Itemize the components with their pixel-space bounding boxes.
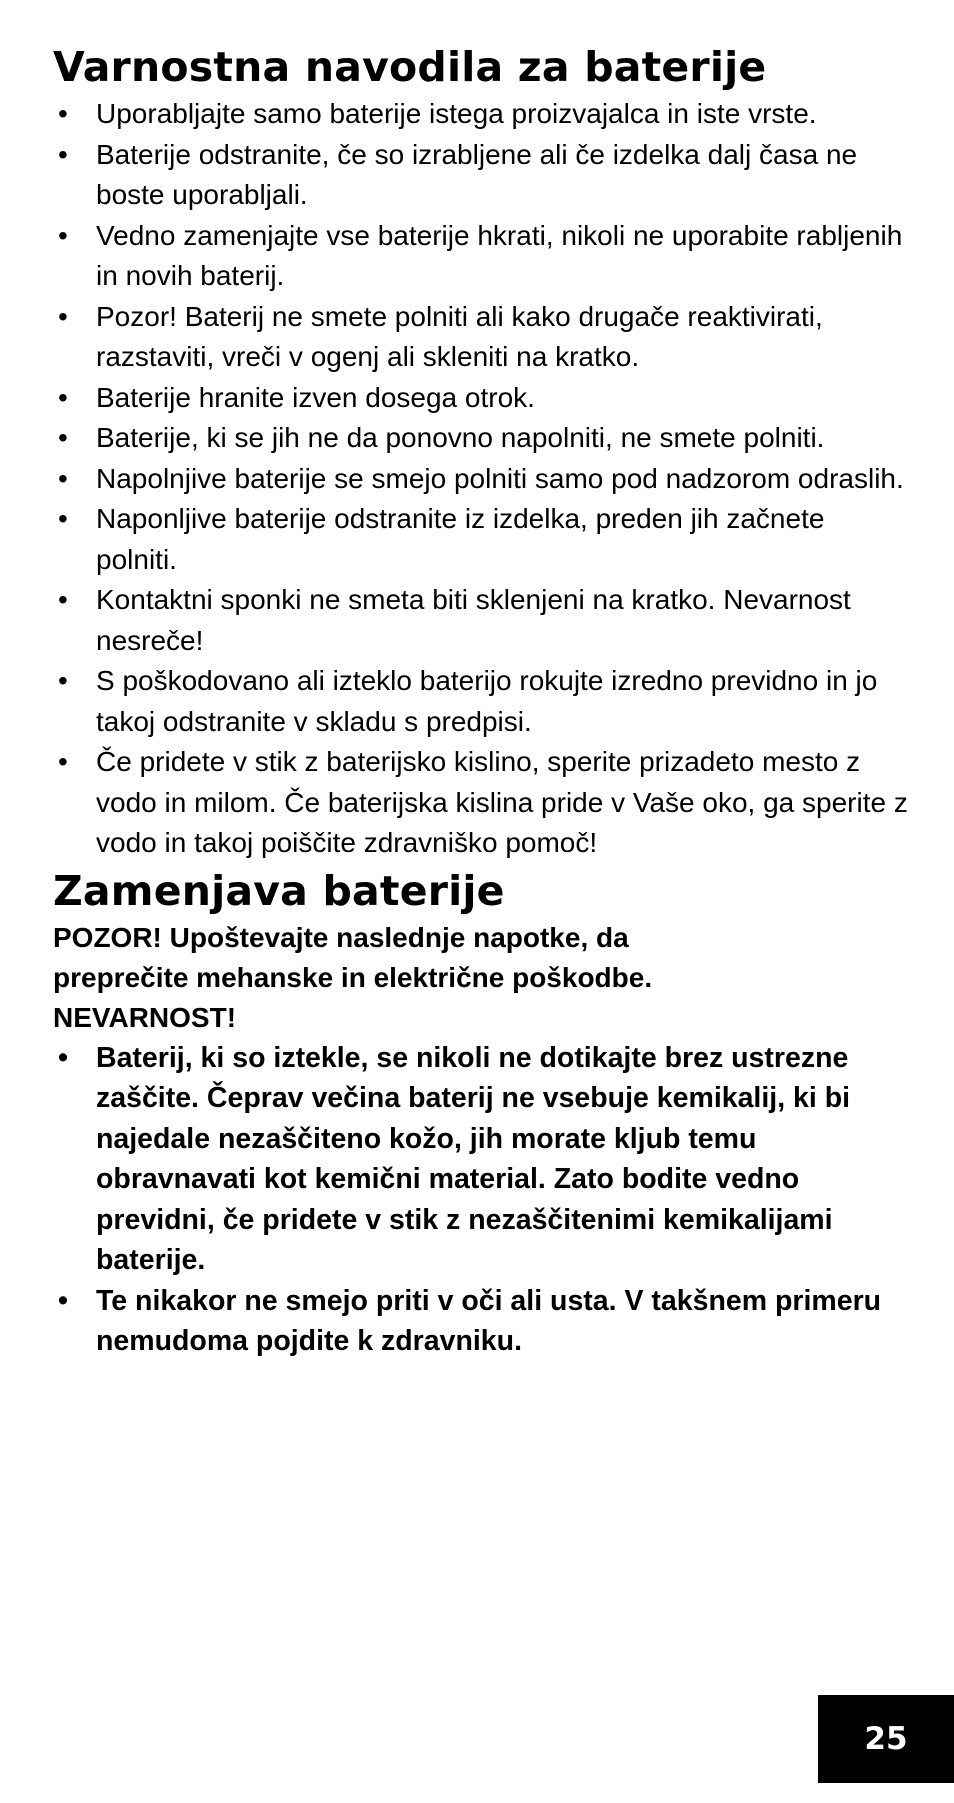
warning-text: POZOR! Upoštevajte naslednje napotke, da [53,921,629,953]
list-item: • Pozor! Baterij ne smete polniti ali kako drugače reaktivirati, razstaviti, vreči v ogenj ali skleniti na kratko. [53,297,913,378]
list-item: • Te nikakor ne smejo priti v oči ali usta. V takšnem primeru nemudoma pojdite k zdravniku. [53,1281,913,1362]
warning-block [53,918,913,1038]
warning-text: preprečite mehanske in električne poškodbe. [53,961,653,993]
list-item: • Baterije hranite izven dosega otrok. [53,378,913,419]
list-item: • Kontaktni sponki ne smeta biti sklenjeni na kratko. Nevarnost nesreče! [53,580,913,661]
section-title-battery-safety: Varnostna navodila za baterije [53,43,767,91]
page-number: 25 [818,1695,954,1783]
battery-replacement-list [53,1038,913,1362]
list-item: • S poškodovano ali izteklo baterijo rokujte izredno previdno in jo takoj odstranite v skladu s predpisi. [53,661,913,742]
list-item: • Naponljive baterije odstranite iz izdelka, preden jih začnete polniti. [53,499,913,580]
section-title-battery-replacement: Zamenjava baterije [53,866,505,915]
list-item: • Baterije odstranite, če so izrabljene ali če izdelka dalj časa ne boste uporabljali. [53,135,913,216]
list-item: • Če pridete v stik z baterijsko kislino, sperite prizadeto mesto z vodo in milom. Če baterijska kislina pride v Vaše oko, ga sperite z vodo in takoj poiščite zdravniško pomoč! [53,742,913,864]
list-item: • Baterije, ki se jih ne da ponovno napolniti, ne smete polniti. [53,418,913,459]
list-item: • Baterij, ki so iztekle, se nikoli ne dotikajte brez ustrezne zaščite. Čeprav večina baterij ne vsebuje kemikalij, ki bi najedale nezaščiteno kožo, jih morate kljub temu obravnavati kot kemični material. Zato bodite vedno previdni, če pridete v stik z nezaščitenimi kemikalijami baterije. [53,1038,913,1281]
list-item: • Uporabljajte samo baterije istega proizvajalca in iste vrste. [53,94,913,135]
page-content [53,40,913,1362]
list-item: • Napolnjive baterije se smejo polniti samo pod nadzorom odraslih. [53,459,913,500]
list-item: • Vedno zamenjajte vse baterije hkrati, nikoli ne uporabite rabljenih in novih baterij. [53,216,913,297]
danger-label: NEVARNOST! [53,1001,237,1033]
battery-safety-list [53,94,913,864]
